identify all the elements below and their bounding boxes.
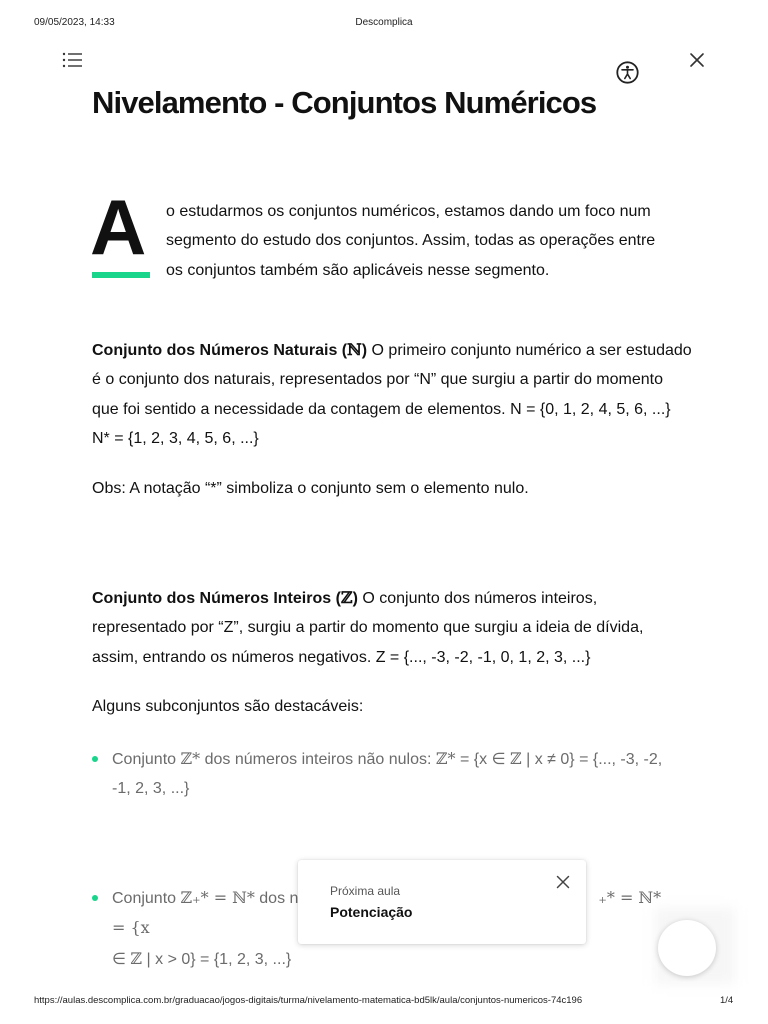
naturals-symbol: ℕ — [347, 340, 362, 359]
obs-paragraph: Obs: A notação “*” simboliza o conjunto sem o elemento nulo. — [92, 480, 529, 497]
next-lesson-kicker: Próxima aula — [330, 884, 401, 898]
naturals-heading: Conjunto dos Números Naturais (ℕ) — [92, 340, 368, 359]
integers-paragraph — [92, 583, 692, 672]
close-icon[interactable] — [556, 875, 570, 889]
page-title: Nivelamento - Conjuntos Numéricos — [92, 85, 597, 120]
bullet-dot — [92, 895, 98, 901]
integers-heading: Conjunto dos Números Inteiros (ℤ) — [92, 588, 358, 607]
print-page-number: 1/4 — [720, 995, 734, 1006]
integers-body: O conjunto dos números inteiros, representado por “Z”, surgiu a partir do momento que surgiu a ideia de dívida, assim, entrando os números negativos. Z = {..., -3, -2, -1, 0, 1, 2, 3, ...} — [92, 590, 644, 666]
close-icon[interactable] — [689, 52, 705, 68]
next-lesson-title[interactable]: Potenciação — [330, 904, 413, 920]
print-footer — [0, 995, 768, 1009]
intro-paragraph: o estudarmos os conjuntos numéricos, estamos dando um foco num segmento do estudo dos conjuntos. Assim, todas as operações entre os conjuntos também são aplicáveis nesse segmento. — [166, 203, 656, 279]
naturals-body: O primeiro conjunto numérico a ser estudado é o conjunto dos naturais, representados por “N” que surgiu a partir do momento que foi sentido a necessidade da contagem de elementos. N = {0, 1, 2, 4, 5, 6, ...} N* = {1, 2, 3, 4, 5, 6, ...} — [92, 342, 692, 447]
print-url: https://aulas.descomplica.com.br/graduacao/jogos-digitais/turma/nivelamento-matematica-bd5lk/aula/conjuntos-numericos-74c196 — [34, 995, 583, 1006]
integers-symbol: ℤ — [340, 588, 353, 607]
floating-action-button[interactable] — [658, 920, 716, 976]
menu-icon[interactable] — [62, 52, 84, 68]
nonzero-integers-symbol: ℤ* — [180, 749, 201, 768]
dropcap-underline — [92, 272, 150, 278]
dropcap-letter: A — [90, 183, 147, 271]
subsets-intro: Alguns subconjuntos são destacáveis: — [92, 698, 364, 715]
naturals-paragraph — [92, 335, 692, 453]
next-lesson-popup[interactable] — [298, 860, 586, 944]
positive-integers-symbol: ℤ₊* = ℕ* — [180, 888, 255, 907]
list-item: Conjunto ℤ₊* = ℕ* dos n ₊* = ℕ* = {x ∈ ℤ | x > 0} = {1, 2, 3, ...} — [92, 883, 668, 974]
print-header — [0, 17, 768, 31]
accessibility-icon[interactable] — [616, 61, 639, 84]
print-date: 09/05/2023, 14:33 — [34, 17, 115, 28]
print-title: Descomplica — [355, 17, 413, 28]
list-item: Conjunto ℤ* dos números inteiros não nulos: ℤ* = {x ∈ ℤ | x ≠ 0} = {..., -3, -2, -1, 2, 3, ...} — [92, 744, 668, 804]
bullet-dot — [92, 756, 98, 762]
